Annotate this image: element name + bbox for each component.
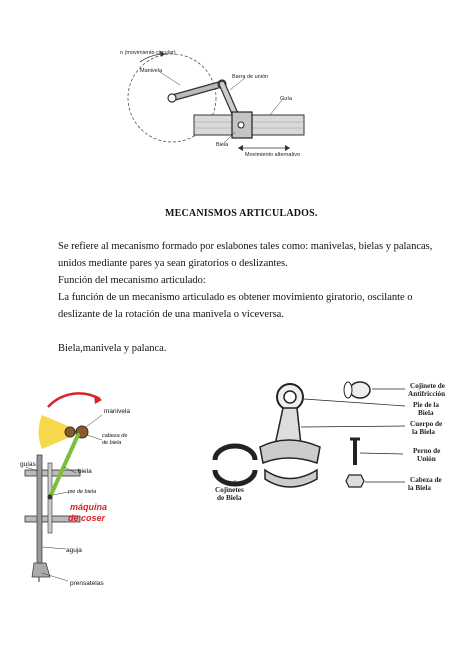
bearing-half-top bbox=[215, 446, 255, 460]
label-rod: biela bbox=[78, 468, 92, 475]
svg-text:Biela: Biela bbox=[418, 409, 434, 417]
label-guides: guías bbox=[20, 461, 36, 468]
presser-foot bbox=[32, 563, 50, 577]
label-head: Cabeza de bbox=[410, 476, 442, 484]
rod-head bbox=[260, 440, 320, 463]
label-connecting-bar: Barra de unión bbox=[232, 74, 269, 80]
label-guide: Guía bbox=[280, 96, 292, 102]
label-crank: Manivela bbox=[140, 68, 163, 74]
rotation-arrow bbox=[48, 393, 100, 407]
label-head: cabeza de bbox=[102, 433, 128, 439]
label-body: Cuerpo de bbox=[410, 420, 443, 428]
paragraph-line: Se refiere al mecanismo formado por eslabones tales como: manivelas, bielas y palancas, bbox=[58, 241, 433, 252]
svg-text:la Biela: la Biela bbox=[408, 484, 431, 492]
bushing bbox=[350, 382, 370, 398]
nut bbox=[346, 475, 364, 487]
label-crank: manivela bbox=[104, 408, 131, 415]
svg-text:de coser: de coser bbox=[68, 513, 106, 523]
label-alternating: Movimiento alternativo bbox=[245, 152, 301, 158]
svg-text:de biela: de biela bbox=[102, 440, 122, 446]
label-bearing: Cojinete de bbox=[410, 382, 445, 390]
label-caps: Cojinetes bbox=[215, 486, 244, 494]
crank-rod-diagram bbox=[110, 40, 350, 160]
label-pin: Perno de bbox=[413, 447, 441, 455]
svg-text:la Biela: la Biela bbox=[412, 428, 435, 436]
paragraph-line: La función de un mecanismo articulado es obtener movimiento giratorio, oscilante o bbox=[58, 292, 413, 303]
label-machine: máquina bbox=[70, 502, 108, 512]
paragraph-line: Función del mecanismo articulado: bbox=[58, 275, 206, 286]
label-presser: prensatelas bbox=[70, 580, 104, 587]
subheading: Biela,manivela y palanca. bbox=[58, 343, 167, 354]
page-heading: MECANISMOS ARTICULADOS. bbox=[165, 208, 318, 219]
rod bbox=[50, 435, 78, 497]
label-needle: aguja bbox=[66, 547, 82, 554]
rod-cap bbox=[265, 470, 317, 487]
svg-text:de Biela: de Biela bbox=[217, 494, 242, 502]
paragraph-line: unidos mediante pares ya sean giratorios o deslizantes. bbox=[58, 258, 288, 269]
svg-text:Unión: Unión bbox=[417, 455, 436, 463]
label-foot: pie de biela bbox=[68, 489, 97, 495]
sewing-machine-diagram bbox=[20, 385, 170, 595]
label-rod: Biela bbox=[216, 142, 229, 148]
conrod-parts-diagram bbox=[205, 375, 465, 510]
label-rotation: n (movimiento circular) bbox=[120, 50, 176, 56]
paragraph-line: deslizante de la rotación de una manivela o viceversa. bbox=[58, 309, 284, 320]
svg-text:Antifricción: Antifricción bbox=[408, 390, 446, 398]
needle-bar bbox=[37, 455, 42, 565]
label-foot: Pie de la bbox=[413, 401, 439, 409]
